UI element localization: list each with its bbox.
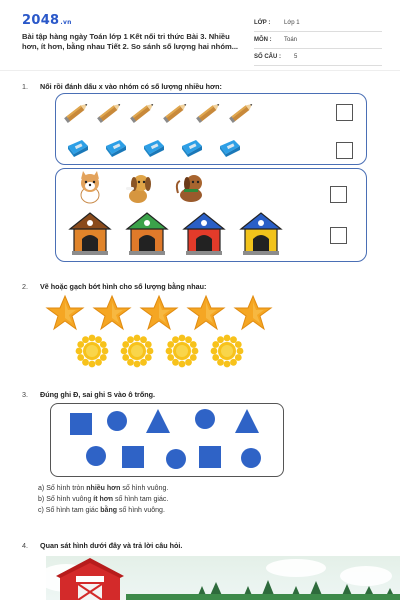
triangle-shape [235, 409, 259, 433]
question-3 [22, 390, 155, 399]
farm-scene [46, 556, 400, 600]
sun-icon [165, 334, 199, 368]
circle-shape [166, 449, 186, 469]
pencil-icon [129, 98, 157, 126]
dog-icon [174, 171, 208, 205]
meta-key: LỚP : [254, 20, 271, 26]
statement-key: bằng [100, 507, 118, 514]
question-text: Quan sát hình dưới đây và trả lời câu hỏi. [40, 541, 183, 550]
sun-row [75, 334, 250, 370]
logo-text: 2048 [22, 13, 60, 28]
statement-key: ít hơn [93, 496, 114, 503]
question-text: Nối rồi đánh dấu x vào nhóm có số lượng nhiều hơn: [40, 82, 222, 91]
checkbox-houses[interactable] [330, 227, 347, 244]
doghouse-icon [125, 211, 169, 255]
statement-after: số hình vuông. [122, 485, 169, 492]
meta-row-subject [254, 32, 382, 49]
meta-row-class [254, 15, 382, 32]
statement-a [38, 485, 168, 492]
circle-shape [86, 446, 106, 466]
question-number: 3. [22, 390, 28, 399]
star-row [46, 294, 286, 332]
pencil-icon [228, 98, 256, 126]
statement-b [38, 496, 168, 503]
star-icon [140, 294, 178, 332]
worksheet-header [0, 0, 400, 71]
shape-box [50, 403, 284, 477]
star-icon [46, 294, 84, 332]
meta-value: Toán [284, 37, 298, 43]
farm-illustration [46, 556, 400, 600]
statement-before: Số hình tròn [46, 485, 85, 492]
statement-c [38, 507, 165, 514]
pencil-icon [195, 98, 223, 126]
checkbox-pencils[interactable] [336, 104, 353, 121]
site-logo[interactable] [22, 13, 72, 28]
checkbox-sharpeners[interactable] [336, 142, 353, 159]
sharpener-icon [142, 138, 166, 158]
meta-value: 5 [294, 54, 298, 60]
worksheet-title: Bài tập hàng ngày Toán lớp 1 Kết nối tri thức Bài 3. Nhiều hơn, ít hơn, bằng nhau Tiết 2. So sánh số lượng hai nhóm... [22, 32, 239, 51]
question-number: 2. [22, 282, 28, 291]
circle-shape [195, 409, 215, 429]
statement-before: Số hình vuông [46, 496, 92, 503]
circle-shape [107, 411, 127, 431]
grass [126, 594, 400, 600]
question-1 [22, 82, 222, 91]
cloud-icon [340, 566, 392, 586]
meta-value: Lớp 1 [284, 20, 300, 26]
logo-suffix: .vn [60, 19, 72, 26]
dog-icon [124, 171, 156, 205]
sharpener-row [66, 138, 266, 160]
statement-label: c) [38, 507, 44, 514]
question-number: 1. [22, 82, 28, 91]
statement-key: nhiều hơn [86, 485, 121, 492]
question-2 [22, 282, 206, 291]
question-4 [22, 541, 182, 550]
shapes-figure [51, 404, 283, 476]
meta-key: MÔN : [254, 37, 272, 43]
pencil-icon [162, 98, 190, 126]
statement-after: số hình vuông. [118, 507, 165, 514]
sharpener-icon [180, 138, 204, 158]
cloud-icon [266, 559, 326, 577]
worksheet-meta [254, 15, 382, 66]
square-shape [70, 413, 92, 435]
sun-icon [210, 334, 244, 368]
pencil-icon [63, 98, 91, 126]
circle-shape [241, 448, 261, 468]
statement-label: a) [38, 485, 45, 492]
star-icon [187, 294, 225, 332]
sharpener-icon [66, 138, 90, 158]
star-icon [93, 294, 131, 332]
square-shape [122, 446, 144, 468]
doghouse-icon [182, 211, 226, 255]
pencil-icon [96, 98, 124, 126]
question-number: 4. [22, 541, 28, 550]
square-shape [199, 446, 221, 468]
statement-after: số hình tam giác. [115, 496, 169, 503]
doghouse-icon [239, 211, 283, 255]
sun-icon [120, 334, 154, 368]
triangle-shape [146, 409, 170, 433]
statement-label: b) [38, 496, 45, 503]
question-text: Vẽ hoặc gạch bớt hình cho số lượng bằng nhau: [40, 282, 207, 291]
checkbox-dogs[interactable] [330, 186, 347, 203]
dog-icon [74, 171, 106, 205]
dog-row [74, 171, 244, 207]
meta-key: SỐ CÂU : [254, 54, 281, 60]
sharpener-icon [104, 138, 128, 158]
statement-before: Số hình tam giác [45, 507, 99, 514]
star-icon [234, 294, 272, 332]
pencil-row [63, 98, 263, 126]
sharpener-icon [218, 138, 242, 158]
doghouse-icon [68, 211, 112, 255]
question-text: Đúng ghi Đ, sai ghi S vào ô trống. [40, 390, 155, 399]
sun-icon [75, 334, 109, 368]
meta-row-count [254, 49, 382, 66]
doghouse-row [68, 211, 288, 255]
